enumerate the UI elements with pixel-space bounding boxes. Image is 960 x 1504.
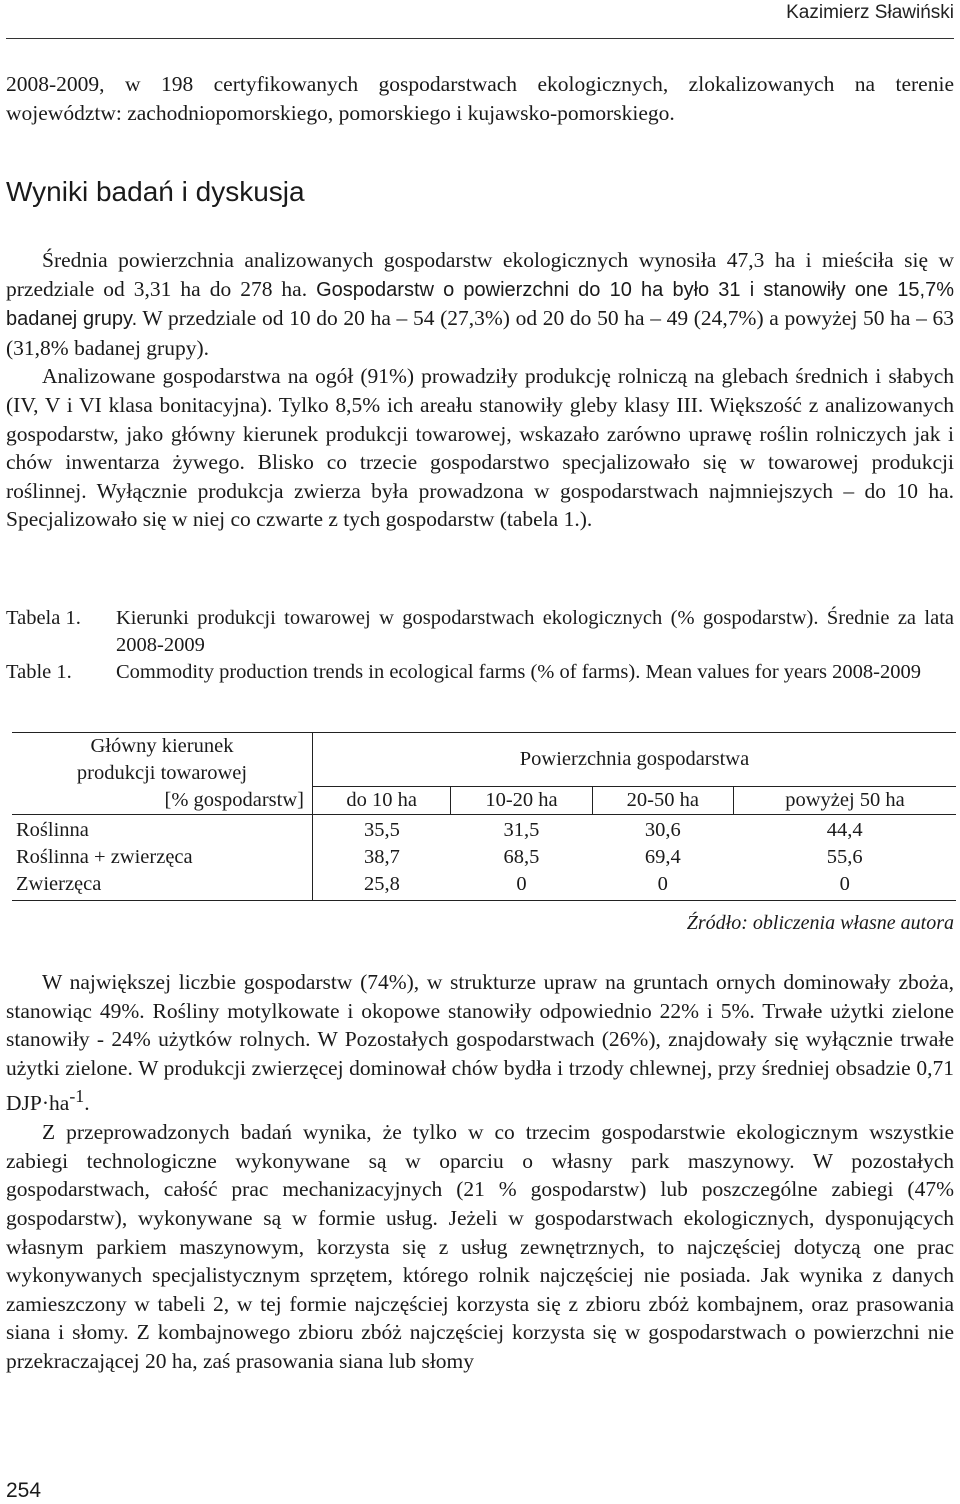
table-cell: 35,5 xyxy=(363,819,400,841)
table-row-label: Zwierzęca xyxy=(12,871,313,901)
production-trends-table xyxy=(12,732,956,901)
table-cell: 31,5 xyxy=(503,819,540,841)
header-rule xyxy=(6,38,954,39)
table-cell: 55,6 xyxy=(826,846,863,868)
table-row xyxy=(12,815,956,845)
table-caption-en xyxy=(6,659,954,686)
table-caption-en-text: Commodity production trends in ecological farms (% of farms). Mean values for years 2008-2009 xyxy=(116,661,921,683)
table-row-label: Roślinna xyxy=(12,815,313,845)
superscript-exponent: -1 xyxy=(69,1086,85,1107)
table-column-header: 10-20 ha xyxy=(451,786,592,814)
paragraph-farm-size-c: W przedziale od 10 do 20 ha – 54 (27,3%) od 20 do 50 ha – 49 (24,7%) a powyżej 50 ha – 63 (31,8% badanej grupy). xyxy=(6,306,954,360)
table-caption-pl-text: Kierunki produkcji towarowej w gospodarstwach ekologicznych (% gospodarstw). Średnie za lata 2008-2009 xyxy=(116,607,954,656)
table-cell: 0 xyxy=(839,873,850,895)
table-column-header: 20-50 ha xyxy=(592,786,733,814)
section-heading: Wyniki badań i dyskusja xyxy=(6,176,305,207)
table-cell: 30,6 xyxy=(644,819,681,841)
paragraph-soil-production: Analizowane gospodarstwa na ogół (91%) prowadziły produkcję rolniczą na glebach średnich i słabych (IV, V i VI klasa bonitacyjna). Tylko 8,5% ich areału stanowiły gleby klasy III. Większość z analizowanych gospodarstw, jako główny kierunek produkcji towarowej, wskazało zarówno uprawę roślin rolniczych jak i chów inwentarza żywego. Blisko co trzecie gospodarstwo specjalizowało się w towarowej produkcji roślinnej. Wyłącznie produkcja zwierza była prowadzona w gospodarstwach najmniejszych – do 10 ha. Specjalizowało się w niej co czwarte z tych gospodarstw (tabela 1.). xyxy=(6,364,954,532)
table-caption-pl xyxy=(6,605,954,659)
running-header-author: Kazimierz Sławiński xyxy=(786,2,954,23)
table-cell: 38,7 xyxy=(363,846,400,868)
paragraph-farm-size-a: Średnia powierzchnia analizowanych gospodarstw ekologicznych wynosiła 47,3 ha i mieściła się w przedziale od 3,31 ha do 278 ha. xyxy=(6,248,954,301)
table-column-header: do 10 ha xyxy=(313,786,451,814)
discussion-paragraphs xyxy=(6,968,954,1375)
intro-paragraph: 2008-2009, w 198 certyfikowanych gospodarstwach ekologicznych, zlokalizowanych na terenie województw: zachodniopomorskiego, pomorskiego i kujawsko-pomorskiego. xyxy=(6,72,954,125)
table-cell: 68,5 xyxy=(503,846,540,868)
table-source-note: Źródło: obliczenia własne autora xyxy=(686,912,954,934)
table-column-header: powyżej 50 ha xyxy=(733,786,956,814)
paragraph-crop-structure-end: . xyxy=(84,1091,90,1116)
table-caption-pl-label: Tabela 1. xyxy=(6,607,81,629)
table-row-header-line: produkcji towarowej xyxy=(76,762,248,784)
table-row-header-line: Główny kierunek xyxy=(90,735,234,757)
paragraph-farm-size xyxy=(6,246,954,362)
table-row-header-line: [% gospodarstw] xyxy=(164,789,304,811)
table-cell: 0 xyxy=(657,873,668,895)
table-cell: 69,4 xyxy=(644,846,681,868)
table-cell: 25,8 xyxy=(363,873,400,895)
table-row xyxy=(12,871,956,901)
table-row-label: Roślinna + zwierzęca xyxy=(12,844,313,871)
paragraph-machinery-services: Z przeprowadzonych badań wynika, że tylko w co trzecim gospodarstwie ekologicznym wszystkie zabiegi technologiczne wykonywane są w oparciu o własny park maszynowy. W pozostałych gospodarstwach, całość prac mechanizacyjnych (21 % gospodarstw) lub poszczególne zabiegi (47% gospodarstw), wykonywane są w formie usług. Jeżeli w gospodarstwach ekologicznych, dysponujących własnym parkiem maszynowym, korzysta się z usług zewnętrznych, to najczęściej dotyczą one prac wykonywanych specjalistycznym sprzętem, którego rolnik najczęściej nie posiada. Jak wynika z danych zamieszczony w tabeli 2, w tej formie najczęściej korzysta się z zbioru zbóż kombajnem, oraz prasowania siana i słomy. Z kombajnowego zbioru zbóż najczęściej korzysta się w gospodarstwach o powierzchni nie przekraczającej 20 ha, zaś prasowania siana lub słomy xyxy=(6,1120,954,1373)
table-cell: 44,4 xyxy=(826,819,863,841)
table-row-header xyxy=(12,733,313,815)
results-paragraphs xyxy=(6,246,954,534)
paragraph-crop-structure-text: W największej liczbie gospodarstw (74%), w strukturze upraw na gruntach ornych dominowały zboża, stanowiąc 49%. Rośliny motylkowate i okopowe stanowiły odpowiednio 22% i 5%. Trwałe użytki zielone stanowiły - 24% użytków rolnych. W Pozostałych gospodarstwach (26%), znajdowały się wyłącznie trwałe użytki zielone. W produkcji zwierzęcej dominował chów bydła i trzody chlewnej, przy średniej obsadzie 0,71 DJP·ha xyxy=(6,970,954,1116)
table-cell: 0 xyxy=(516,873,527,895)
paragraph-farm-size-b: Gospodarstw o powierzchni do 10 ha było 31 i stanowiły one 15,7% badanej grupy. xyxy=(6,278,955,331)
table-span-header: Powierzchnia gospodarstwa xyxy=(313,733,957,787)
table-caption-en-label: Table 1. xyxy=(6,661,72,683)
table-row xyxy=(12,844,956,871)
paragraph-crop-structure xyxy=(6,968,954,1118)
page-number: 254 xyxy=(6,1479,42,1502)
